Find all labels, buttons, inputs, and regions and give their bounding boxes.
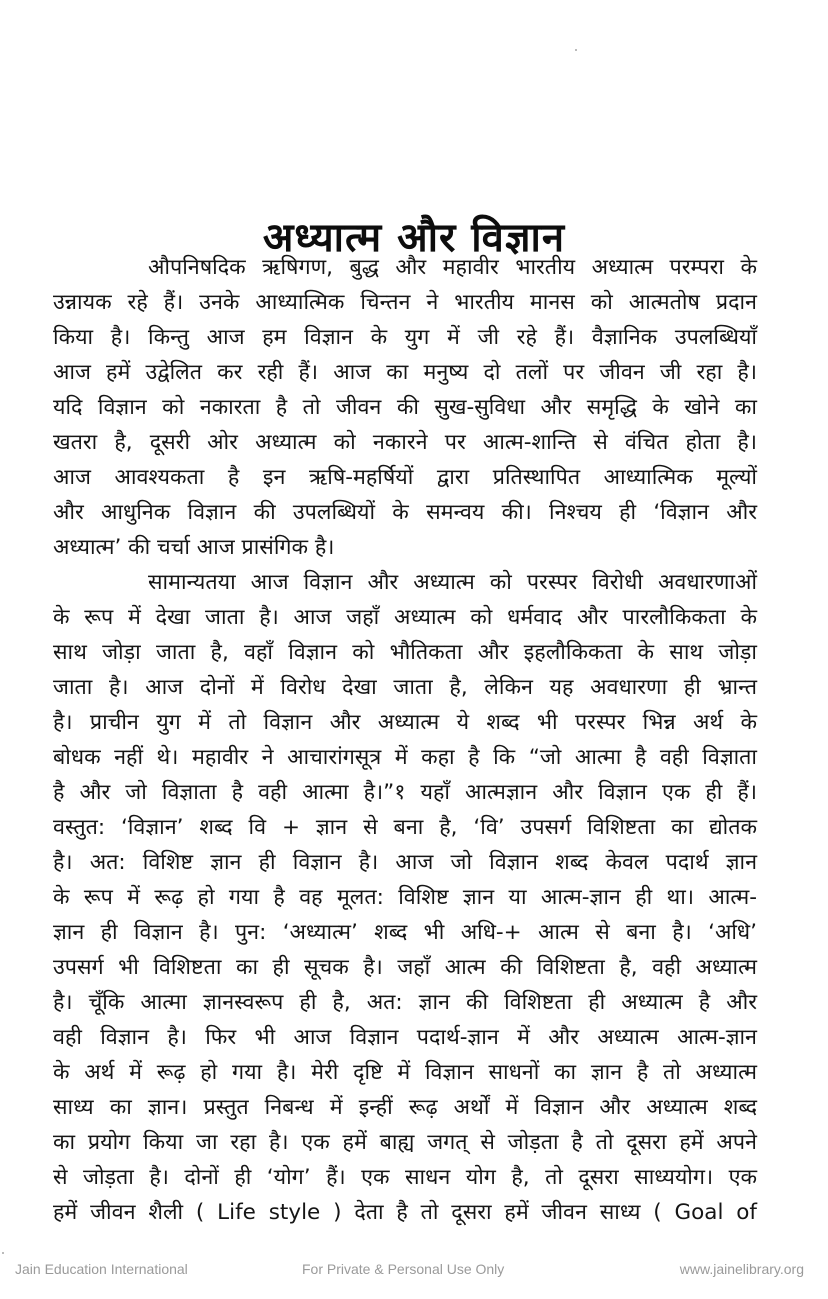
paragraph-1 — [53, 250, 757, 565]
footer-usage-notice: For Private & Personal Use Only — [302, 1261, 505, 1277]
scan-speck — [2, 1252, 4, 1254]
text-line: साथ जोड़ा जाता है, वहाँ विज्ञान को भौतिकता और इहलौकिकता के साथ जोड़ा — [53, 640, 757, 665]
text-line: के रूप में देखा जाता है। आज जहाँ अध्यात्म को धर्मवाद और पारलौकिकता के — [53, 605, 757, 630]
page-title: अध्यात्म और विज्ञान — [262, 214, 566, 261]
text-line: बोधक नहीं थे। महावीर ने आचारांगसूत्र में कहा है कि “जो आत्मा है वही विज्ञाता — [53, 745, 757, 770]
scan-speck — [575, 49, 577, 51]
text-line: साध्य का ज्ञान। प्रस्तुत निबन्ध में इन्हीं रूढ़ अर्थों में विज्ञान और अध्यात्म शब्द — [53, 1095, 757, 1120]
text-line: यदि विज्ञान को नकारता है तो जीवन की सुख-सुविधा और समृद्धि के खोने का — [53, 395, 757, 420]
text-line: वस्तुत: ‘विज्ञान’ शब्द वि + ज्ञान से बना है, ‘वि’ उपसर्ग विशिष्टता का द्योतक — [53, 815, 757, 840]
text-line: आज हमें उद्वेलित कर रही हैं। आज का मनुष्य दो तलों पर जीवन जी रहा है। — [53, 360, 757, 385]
page-footer — [0, 1258, 828, 1280]
text-line: के रूप में रूढ़ हो गया है वह मूलत: विशिष्ट ज्ञान या आत्म-ज्ञान ही था। आत्म- — [53, 885, 757, 910]
paragraph-2 — [53, 565, 757, 1230]
text-line: उन्नायक रहे हैं। उनके आध्यात्मिक चिन्तन ने भारतीय मानस को आत्मतोष प्रदान — [53, 290, 757, 315]
text-line: अध्यात्म’ की चर्चा आज प्रासंगिक है। — [53, 535, 335, 560]
text-line: हमें जीवन शैली ( Life style ) देता है तो दूसरा हमें जीवन साध्य ( Goal of — [53, 1200, 757, 1225]
text-line: है। चूँकि आत्मा ज्ञानस्वरूप ही है, अत: ज्ञान की विशिष्टता ही अध्यात्म है और — [53, 990, 757, 1015]
text-line: खतरा है, दूसरी ओर अध्यात्म को नकारने पर आत्म-शान्ति से वंचित होता है। — [53, 430, 757, 455]
text-line: उपसर्ग भी विशिष्टता का ही सूचक है। जहाँ आत्म की विशिष्टता है, वही अध्यात्म — [53, 955, 757, 980]
text-line: औपनिषदिक ऋषिगण, बुद्ध और महावीर भारतीय अध्यात्म परम्परा के — [148, 255, 757, 280]
footer-publisher: Jain Education International — [15, 1261, 188, 1277]
text-line: है। अत: विशिष्ट ज्ञान ही विज्ञान है। आज जो विज्ञान शब्द केवल पदार्थ ज्ञान — [53, 850, 757, 875]
text-line: सामान्यतया आज विज्ञान और अध्यात्म को परस्पर विरोधी अवधारणाओं — [148, 570, 757, 595]
footer-website-link[interactable]: www.jainelibrary.org — [679, 1261, 804, 1277]
text-line: का प्रयोग किया जा रहा है। एक हमें बाह्य जगत् से जोड़ता है तो दूसरा हमें अपने — [53, 1130, 757, 1155]
text-line: आज आवश्यकता है इन ऋषि-महर्षियों द्वारा प्रतिस्थापित आध्यात्मिक मूल्यों — [53, 465, 757, 490]
text-line: ज्ञान ही विज्ञान है। पुन: ‘अध्यात्म’ शब्द भी अधि-+ आत्म से बना है। ‘अधि’ — [53, 920, 757, 945]
text-line: किया है। किन्तु आज हम विज्ञान के युग में जी रहे हैं। वैज्ञानिक उपलब्धियाँ — [53, 325, 757, 350]
text-line: है। प्राचीन युग में तो विज्ञान और अध्यात्म ये शब्द भी परस्पर भिन्न अर्थ के — [53, 710, 757, 735]
text-line: से जोड़ता है। दोनों ही ‘योग’ हैं। एक साधन योग है, तो दूसरा साध्ययोग। एक — [53, 1165, 757, 1190]
text-line: के अर्थ में रूढ़ हो गया है। मेरी दृष्टि में विज्ञान साधनों का ज्ञान है तो अध्यात्म — [53, 1060, 757, 1085]
text-line: जाता है। आज दोनों में विरोध देखा जाता है, लेकिन यह अवधारणा ही भ्रान्त — [53, 675, 757, 700]
text-line: वही विज्ञान है। फिर भी आज विज्ञान पदार्थ-ज्ञान में और अध्यात्म आत्म-ज्ञान — [53, 1025, 757, 1050]
text-line: है और जो विज्ञाता है वही आत्मा है।”१ यहाँ आत्मज्ञान और विज्ञान एक ही हैं। — [53, 780, 757, 805]
body-text — [53, 250, 757, 1230]
text-line: और आधुनिक विज्ञान की उपलब्धियों के समन्वय की। निश्चय ही ‘विज्ञान और — [53, 500, 757, 525]
